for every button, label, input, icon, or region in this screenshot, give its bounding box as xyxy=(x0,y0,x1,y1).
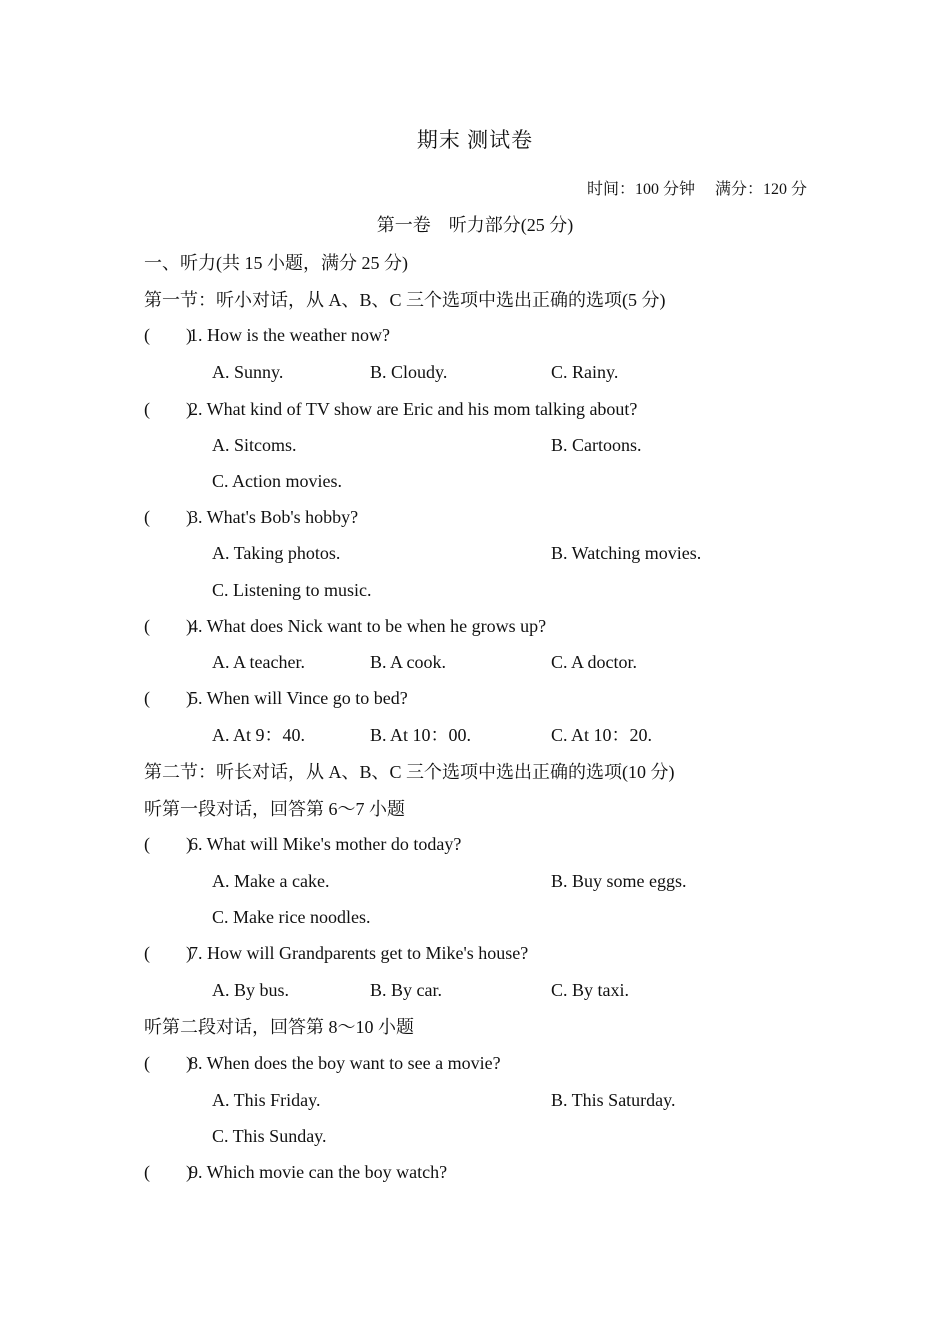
option-c: C. Rainy. xyxy=(551,362,619,382)
page-title: 期末 测试卷 xyxy=(416,128,534,152)
option-b: B. This Saturday. xyxy=(551,1090,676,1110)
dialog-two-heading: 听第二段对话，回答第 8～10 小题 xyxy=(144,1017,414,1037)
time-limit: 时间：100 分钟 xyxy=(586,181,695,198)
answer-blank[interactable]: ( ) xyxy=(144,507,192,527)
section-one-heading: 第一节：听小对话，从 A、B、C 三个选项中选出正确的选项(5 分) xyxy=(144,290,666,310)
option-c: C. This Sunday. xyxy=(212,1126,327,1146)
option-a: A. A teacher. xyxy=(212,652,305,672)
option-b: B. Cloudy. xyxy=(370,362,448,382)
answer-blank[interactable]: ( ) xyxy=(144,616,192,636)
option-b: B. A cook. xyxy=(370,652,447,672)
option-b: B. Cartoons. xyxy=(551,435,642,455)
option-c: C. A doctor. xyxy=(551,652,638,672)
option-a: A. Sitcoms. xyxy=(212,435,297,455)
question-text: 2. What kind of TV show are Eric and his mom talking about? xyxy=(189,399,638,419)
option-b: B. Watching movies. xyxy=(551,543,702,563)
answer-blank[interactable]: ( ) xyxy=(144,834,192,854)
dialog-one-heading: 听第一段对话，回答第 6～7 小题 xyxy=(144,799,405,819)
question-text: 4. What does Nick want to be when he grows up? xyxy=(189,616,547,636)
option-a: A. This Friday. xyxy=(212,1090,321,1110)
option-a: A. By bus. xyxy=(212,980,290,1000)
question-text: 5. When will Vince go to bed? xyxy=(189,688,408,708)
answer-blank[interactable]: ( ) xyxy=(144,688,192,708)
option-c: C. Listening to music. xyxy=(212,580,372,600)
answer-blank[interactable]: ( ) xyxy=(144,1053,192,1073)
answer-blank[interactable]: ( ) xyxy=(144,399,192,419)
full-score: 满分：120 分 xyxy=(714,181,807,198)
answer-blank[interactable]: ( ) xyxy=(144,325,192,345)
question-text: 6. What will Mike's mother do today? xyxy=(189,834,462,854)
option-c: C. By taxi. xyxy=(551,980,630,1000)
option-a: A. At 9：40. xyxy=(212,725,306,745)
question-text: 9. Which movie can the boy watch? xyxy=(189,1162,448,1182)
option-c: C. Make rice noodles. xyxy=(212,907,371,927)
option-b: B. By car. xyxy=(370,980,442,1000)
option-a: A. Make a cake. xyxy=(212,871,330,891)
volume-heading: 第一卷 听力部分(25 分) xyxy=(376,215,574,235)
question-text: 3. What's Bob's hobby? xyxy=(189,507,359,527)
option-c: C. At 10：20. xyxy=(551,725,653,745)
option-a: A. Sunny. xyxy=(212,362,284,382)
option-c: C. Action movies. xyxy=(212,471,342,491)
answer-blank[interactable]: ( ) xyxy=(144,943,192,963)
exam-meta xyxy=(587,179,807,201)
option-a: A. Taking photos. xyxy=(212,543,341,563)
question-text: 1. How is the weather now? xyxy=(189,325,390,345)
option-b: B. Buy some eggs. xyxy=(551,871,687,891)
option-b: B. At 10：00. xyxy=(370,725,472,745)
answer-blank[interactable]: ( ) xyxy=(144,1162,192,1182)
question-text: 8. When does the boy want to see a movie? xyxy=(189,1053,501,1073)
part-one-heading: 一、听力(共 15 小题，满分 25 分) xyxy=(144,253,408,273)
section-two-heading: 第二节：听长对话，从 A、B、C 三个选项中选出正确的选项(10 分) xyxy=(144,762,675,782)
question-text: 7. How will Grandparents get to Mike's house? xyxy=(189,943,529,963)
